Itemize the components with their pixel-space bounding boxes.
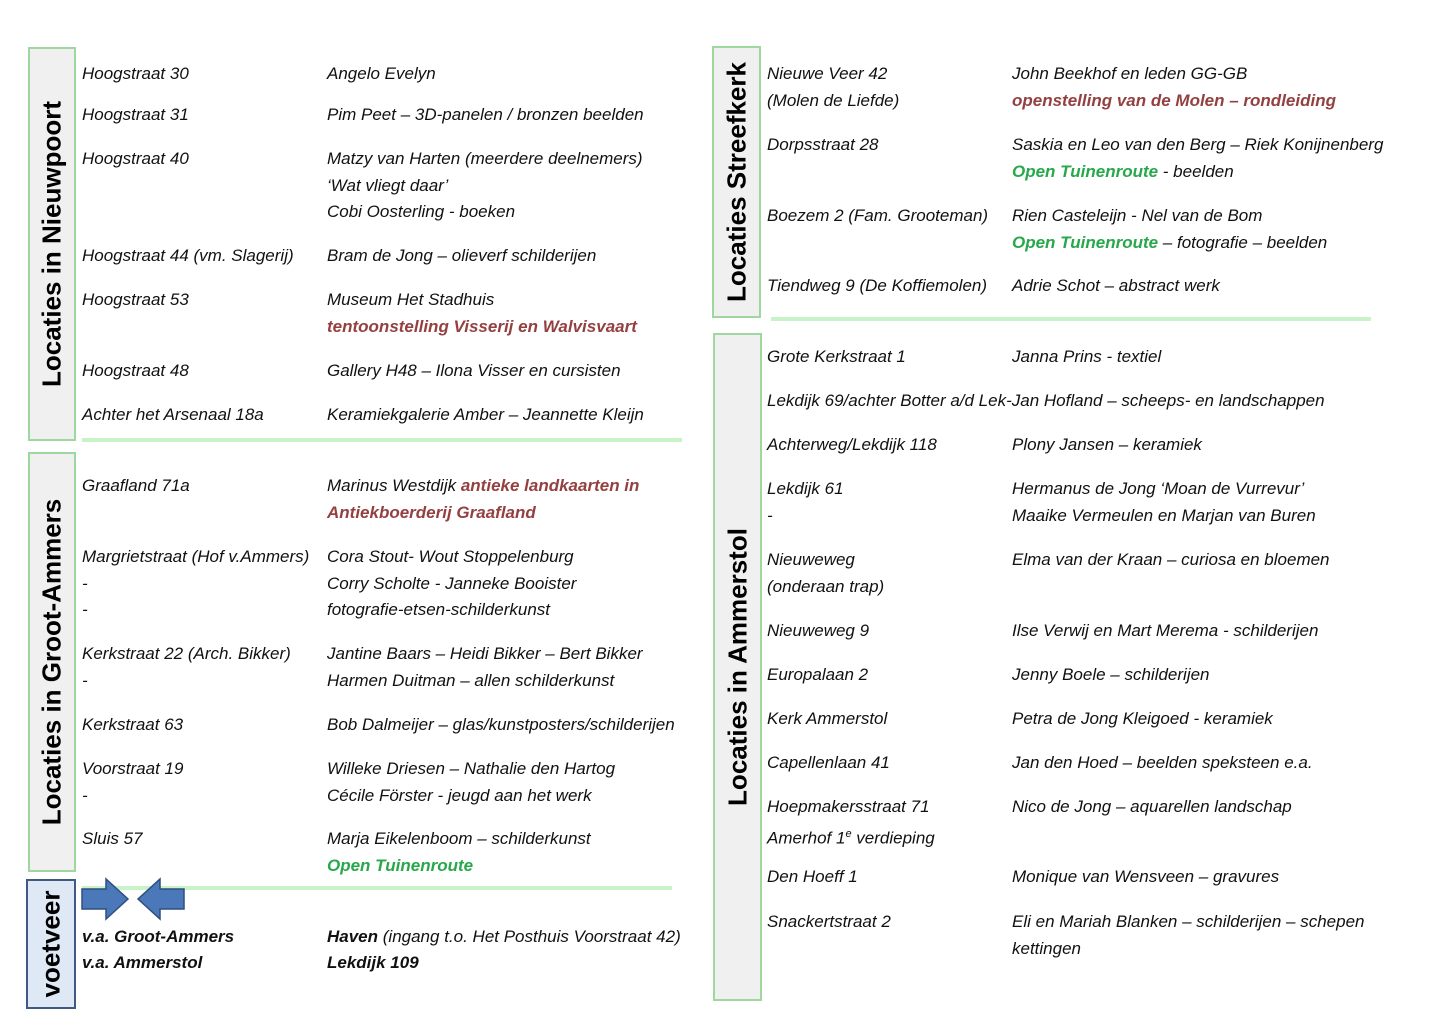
arrow-left-icon	[136, 877, 186, 921]
location-details: – fotografie – beelden	[1158, 232, 1328, 252]
ferry-note: (ingang t.o. Het Posthuis Voorstraat 42)	[378, 927, 681, 946]
location-address: Voorstraat 19	[82, 759, 184, 778]
location-details: Marinus Westdijk	[327, 476, 461, 495]
location-address: (onderaan trap)	[767, 576, 885, 596]
location-address: Achterweg/Lekdijk 118	[767, 435, 937, 454]
location-address: -	[767, 505, 773, 525]
location-address: Nieuwe Veer 42	[767, 64, 888, 83]
section-divider	[771, 317, 1371, 321]
location-details: Bram de Jong – olieverf schilderijen	[327, 246, 597, 265]
location-address: -	[82, 785, 88, 805]
location-address: Hoogstraat 40	[82, 149, 189, 168]
location-details: Monique van Wensveen – gravures	[1012, 867, 1280, 886]
location-address: Hoogstraat 44 (vm. Slagerij)	[82, 246, 294, 265]
location-details: Museum Het Stadhuis	[327, 290, 495, 309]
location-details: Keramiekgalerie Amber – Jeannette Kleijn	[327, 405, 644, 424]
exhibition-highlight: openstelling van de Molen – rondleiding	[1012, 90, 1336, 110]
location-address: Hoogstraat 53	[82, 290, 189, 309]
section-title-nieuwpoort: Locaties in Nieuwpoort	[36, 100, 67, 388]
ferry-place: Lekdijk 109	[327, 953, 419, 972]
location-address: verdieping	[851, 828, 935, 848]
location-details: Cora Stout- Wout Stoppelenburg	[327, 547, 574, 566]
location-address: -	[82, 573, 88, 593]
location-address: Margrietstraat (Hof v.Ammers)	[82, 547, 310, 566]
location-details: Pim Peet – 3D-panelen / bronzen beelden	[327, 105, 644, 124]
location-details: Cobi Oosterling - boeken	[327, 202, 516, 221]
section-title-voetveer: voetveer	[35, 890, 66, 998]
location-details: Willeke Driesen – Nathalie den Hartog	[327, 759, 616, 778]
ferry-departure: v.a. Groot-Ammers	[82, 927, 235, 946]
location-address: Sluis 57	[82, 829, 143, 848]
location-details: Jantine Baars – Heidi Bikker – Bert Bikker	[327, 644, 643, 663]
section-title-streefkerk: Locaties Streefkerk	[721, 62, 751, 302]
location-details: Petra de Jong Kleigoed - keramiek	[1012, 709, 1273, 728]
open-tuinenroute-tag: Open Tuinenroute	[1012, 232, 1159, 252]
section-label-groot-ammers	[28, 452, 76, 872]
location-details: John Beekhof en leden GG-GB	[1012, 64, 1248, 83]
location-details: Marja Eikelenboom – schilderkunst	[327, 829, 591, 848]
location-address: Dorpsstraat 28	[767, 135, 879, 154]
location-address: Graafland 71a	[82, 476, 190, 495]
location-details: Angelo Evelyn	[327, 64, 436, 83]
section-label-voetveer	[26, 879, 76, 1009]
location-address: Hoogstraat 48	[82, 361, 189, 380]
location-address: Hoepmakersstraat 71	[767, 797, 930, 816]
open-tuinenroute-tag: Open Tuinenroute	[327, 855, 474, 875]
location-address: Boezem 2 (Fam. Grooteman)	[767, 206, 989, 225]
location-details: Adrie Schot – abstract werk	[1012, 276, 1220, 295]
location-address: Hoogstraat 31	[82, 105, 189, 124]
location-details: - beelden	[1158, 161, 1234, 181]
location-details: Rien Casteleijn - Nel van de Bom	[1012, 206, 1263, 225]
location-address: -	[82, 600, 88, 619]
section-label-streefkerk	[712, 46, 761, 318]
location-address: Snackertstraat 2	[767, 912, 891, 931]
location-address: Achter het Arsenaal 18a	[82, 405, 264, 424]
location-details: Elma van der Kraan – curiosa en bloemen	[1012, 550, 1330, 569]
location-address: Nieuweweg	[767, 550, 855, 569]
ferry-departure: v.a. Ammerstol	[82, 953, 203, 972]
location-address: Hoogstraat 30	[82, 64, 189, 83]
location-details: Harmen Duitman – allen schilderkunst	[327, 670, 615, 690]
location-details: Eli en Mariah Blanken – schilderijen – schepen	[1012, 912, 1365, 931]
location-address: (Molen de Liefde)	[767, 90, 900, 110]
location-details: fotografie-etsen-schilderkunst	[327, 600, 551, 619]
exhibition-highlight: antieke landkaarten in	[460, 476, 640, 495]
arrow-right-icon	[80, 877, 130, 921]
location-details: Saskia en Leo van den Berg – Riek Konijnenberg	[1012, 135, 1384, 154]
location-details: Cécile Förster - jeugd aan het werk	[327, 785, 592, 805]
open-tuinenroute-tag: Open Tuinenroute	[1012, 161, 1159, 181]
location-details: Jenny Boele – schilderijen	[1012, 665, 1210, 684]
ordinal-superscript: e	[845, 827, 852, 840]
location-details: Bob Dalmeijer – glas/kunstposters/schilderijen	[327, 715, 675, 734]
location-details: Corry Scholte - Janneke Booister	[327, 573, 577, 593]
location-details: kettingen	[1012, 938, 1081, 958]
location-details: Plony Jansen – keramiek	[1012, 435, 1202, 454]
location-address: Grote Kerkstraat 1	[767, 347, 906, 366]
section-title-groot-ammers: Locaties in Groot-Ammers	[36, 498, 67, 826]
location-address: Nieuweweg 9	[767, 621, 870, 640]
arrow-right-shape	[82, 879, 128, 919]
location-address: Capellenlaan 41	[767, 753, 890, 772]
section-label-nieuwpoort	[28, 47, 76, 441]
exhibition-highlight: Antiekboerderij Graafland	[327, 502, 536, 522]
location-address: Amerhof 1	[767, 828, 846, 848]
location-details: Nico de Jong – aquarellen landschap	[1012, 797, 1292, 816]
exhibition-highlight: tentoonstelling Visserij en Walvisvaart	[327, 316, 637, 336]
location-details: Ilse Verwij en Mart Merema - schilderijen	[1012, 621, 1319, 640]
location-details: Matzy van Harten (meerdere deelnemers)	[327, 149, 643, 168]
location-full-line: Lekdijk 69/achter Botter a/d Lek-Jan Hofland – scheeps- en landschappen	[767, 391, 1325, 410]
location-details: Jan den Hoed – beelden speksteen e.a.	[1012, 753, 1313, 772]
location-address: Kerkstraat 63	[82, 715, 184, 734]
location-address: Kerk Ammerstol	[767, 709, 888, 728]
location-details: Janna Prins - textiel	[1012, 347, 1162, 366]
section-label-ammerstol	[713, 333, 762, 1001]
location-address: Den Hoeff 1	[767, 867, 858, 886]
location-address: Kerkstraat 22 (Arch. Bikker)	[82, 644, 291, 663]
location-address: Lekdijk 61	[767, 479, 844, 498]
section-divider	[82, 438, 682, 442]
arrow-left-shape	[138, 879, 184, 919]
location-details: ‘Wat vliegt daar’	[327, 175, 449, 195]
location-details: Gallery H48 – Ilona Visser en cursisten	[327, 361, 621, 380]
location-address: Tiendweg 9 (De Koffiemolen)	[767, 276, 988, 295]
ferry-place: Haven	[327, 927, 379, 946]
location-details: Hermanus de Jong ‘Moan de Vurrevur’	[1012, 479, 1305, 498]
section-title-ammerstol: Locaties in Ammerstol	[722, 528, 752, 806]
location-details: Maaike Vermeulen en Marjan van Buren	[1012, 505, 1316, 525]
location-address: -	[82, 670, 88, 690]
location-address: Europalaan 2	[767, 665, 869, 684]
